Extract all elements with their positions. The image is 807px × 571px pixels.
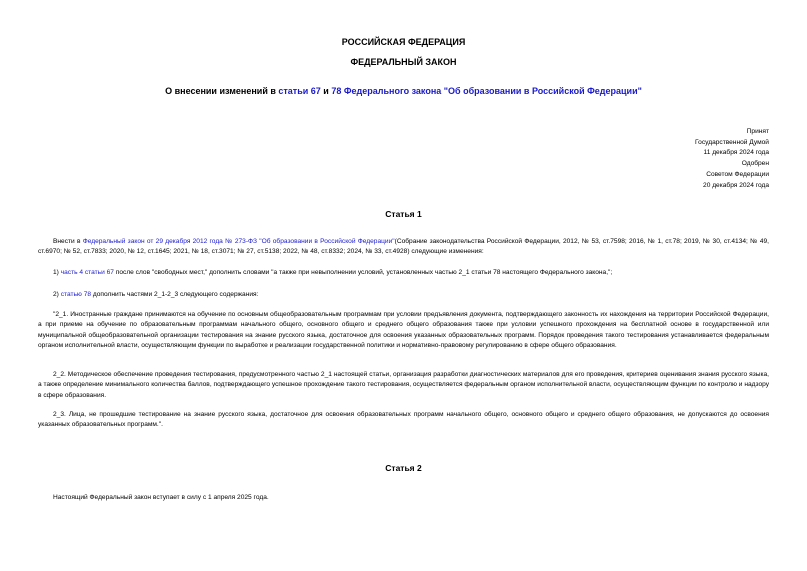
link-article-67[interactable]: статьи 67 (278, 86, 321, 96)
country-heading: РОССИЙСКАЯ ФЕДЕРАЦИЯ (341, 37, 466, 47)
article-2-text: Настоящий Федеральный закон вступает в силу с 1 апреля 2025 года. (53, 494, 269, 501)
link-article-78-law[interactable]: 78 Федерального закона "Об образовании в Российской Федерации" (331, 86, 642, 96)
intro-prefix: Внести в (53, 238, 83, 245)
article-2-heading: Статья 2 (385, 463, 422, 473)
intro-rest: (Собрание законодательства Российской Федерации, 2012, № 53, ст.7598; 2016, № 1, ст.78; 2019, № 30, ст.4134; № 49, ст.6970; № 52, ст.7833; 2020, № 12, ст.1645; 2021, № 18, ст.3071; № 27, ст.5138; 2022, № 48, ст.8332; 2024, № 33, ст.4928) следующие изменения: (38, 238, 769, 256)
part-2-1-text: "2_1. Иностранные граждане принимаются на обучение по основным общеобразовательным программам при условии предъявления документа, подтверждающего законность их нахождения на территории Российской Федерации, а при приеме на обучение по образовательным программам начального общего, основного общего и среднего общего образования также при условии успешного прохождения на бесплатной основе в государственной или муниципальной общеобразовательной организации тестирования на знание русского языка, достаточное для освоения указанных образовательных программ. Порядок проведения такого тестирования устанавливается федеральным органом исполнительной власти, осуществляющим функции по выработке и реализации государственной политики и нормативно-правовому регулированию в сфере общего образования. (38, 311, 769, 350)
article-1-item-2 (38, 290, 769, 300)
article-1-intro (38, 237, 769, 258)
link-federal-law-273[interactable]: Федеральный закон от 29 декабря 2012 года № 273-ФЗ "Об образовании в Российской Федерации" (82, 238, 395, 245)
item-2-number: 2) (53, 291, 61, 298)
item-1-number: 1) (53, 269, 61, 276)
adoption-line: Одобрен (741, 160, 769, 168)
doc-type-heading: ФЕДЕРАЛЬНЫЙ ЗАКОН (350, 57, 457, 67)
adoption-line: Принят (746, 128, 769, 135)
article-1-heading: Статья 1 (385, 209, 422, 219)
adoption-line: 11 декабря 2024 года (703, 149, 769, 157)
adoption-block (695, 127, 769, 191)
adoption-line: Государственной Думой (695, 138, 769, 146)
law-title (0, 86, 807, 96)
item-2-text: дополнить частями 2_1-2_3 следующего содержания: (91, 291, 259, 298)
part-2-2-text: 2_2. Методическое обеспечение проведения тестирования, предусмотренного частью 2_1 настоящей статьи, организация разработки диагностических материалов для его проведения, критериев оценивания знания русского языка, а также определение минимального количества баллов, подтверждающего успешное прохождение такого тестирования, осуществляется федеральным органом исполнительной власти, осуществляющим функции по контролю и надзору в сфере образования. (38, 371, 769, 399)
link-article-78[interactable]: статью 78 (60, 291, 92, 298)
law-title-and: и (320, 86, 332, 96)
part-2-3-text: 2_3. Лица, не прошедшие тестирование на знание русского языка, достаточное для освоения образовательных программ начального общего, основного общего и среднего общего образования, не допускаются до освоения указанных образовательных программ.". (38, 411, 769, 429)
adoption-line: 20 декабря 2024 года (703, 181, 769, 189)
item-1-text: после слов "свободных мест," дополнить словами "а также при невыполнении условий, установленных частью 2_1 статьи 78 настоящего Федерального закона,"; (113, 269, 613, 276)
adoption-line: Советом Федерации (706, 170, 769, 178)
article-1-item-1 (38, 268, 769, 278)
law-title-prefix: О внесении изменений в (165, 86, 279, 96)
link-part-4-article-67[interactable]: часть 4 статьи 67 (60, 269, 114, 276)
